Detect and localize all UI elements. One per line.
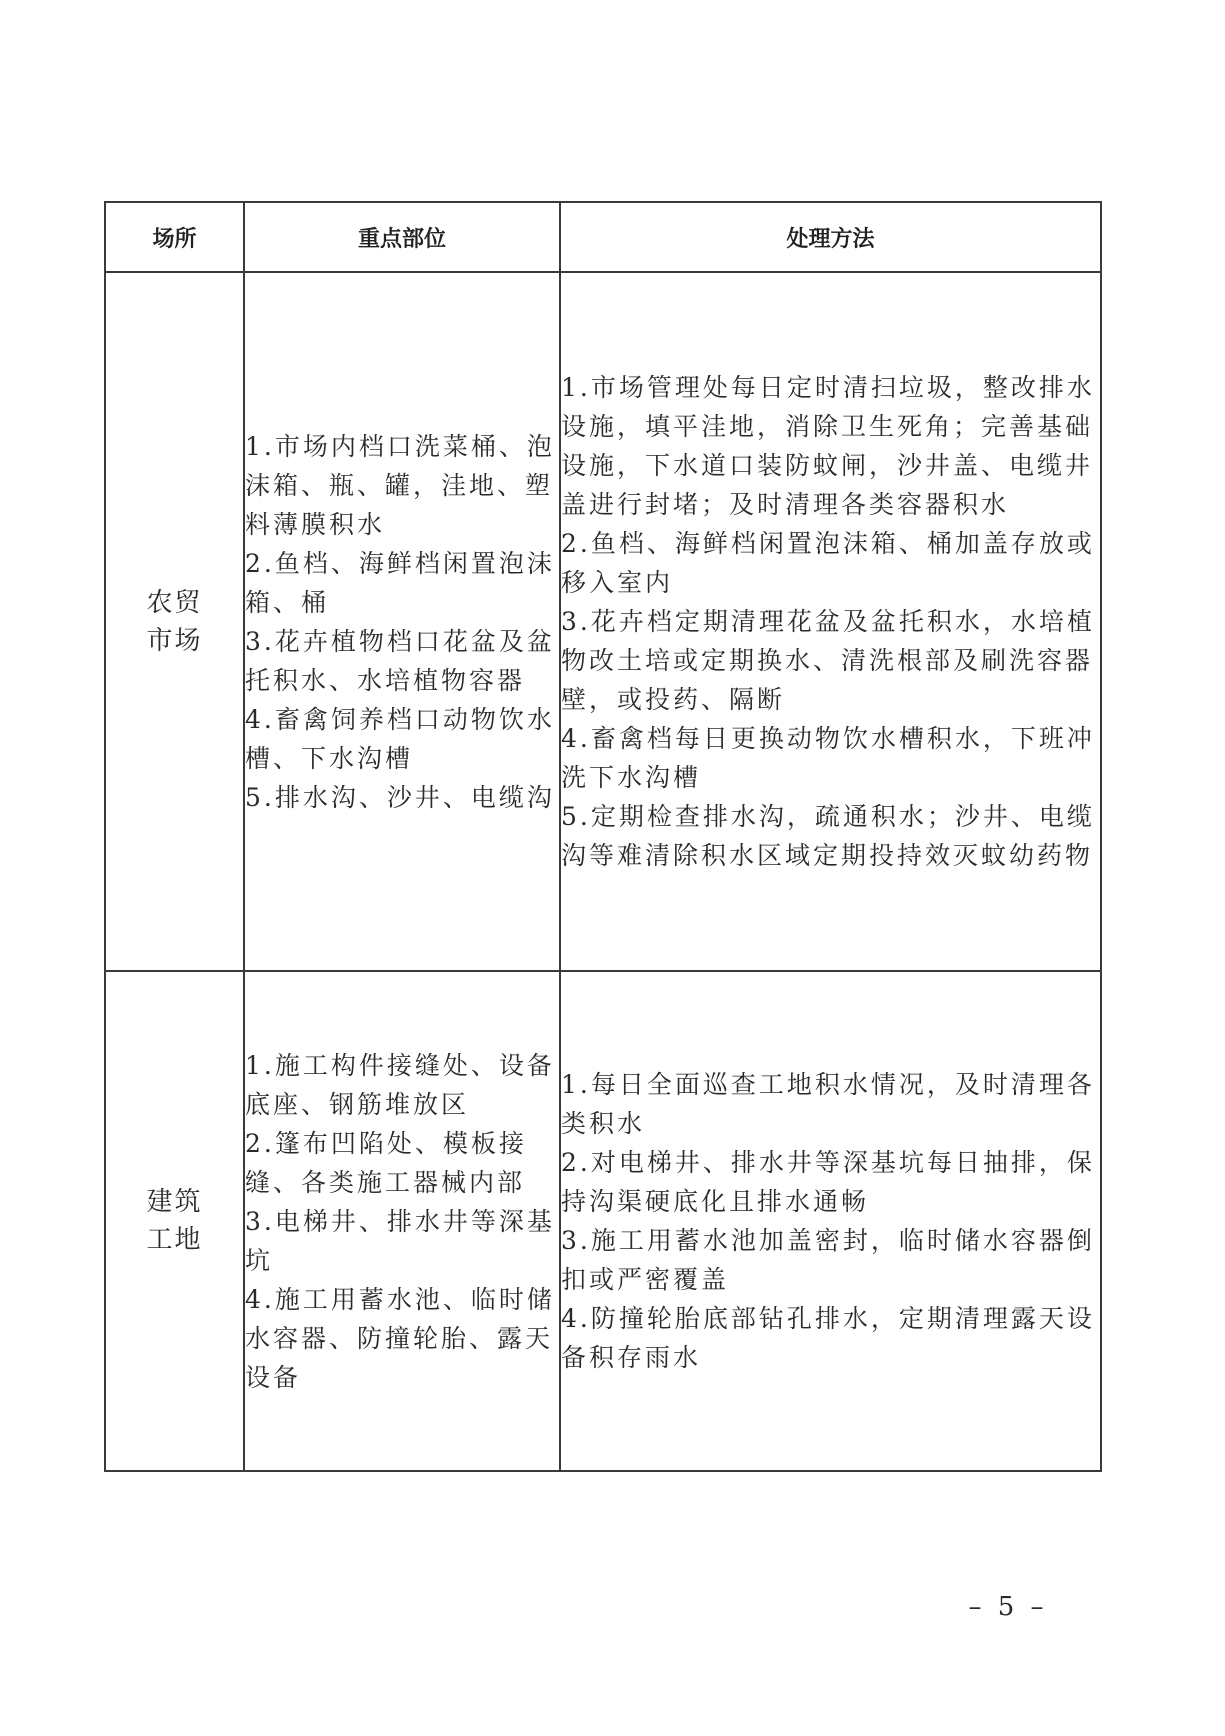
table-row: [105, 971, 1101, 1471]
place-name: [145, 584, 205, 660]
place-name-line: 市场: [146, 625, 203, 656]
methods-cell: [560, 272, 1101, 971]
place-cell: [105, 272, 244, 971]
method-item: 3.花卉档定期清理花盆及盆托积水，水培植物改土培或定期换水、清洗根部及刷洗容器壁，或投药、隔断: [561, 607, 1095, 714]
table-row: [105, 272, 1101, 971]
key-part-item: 3.电梯井、排水井等深基坑: [245, 1206, 555, 1275]
key-parts-cell: [244, 971, 560, 1471]
header-place: 场所: [105, 202, 244, 272]
key-part-item: 2.鱼档、海鲜档闲置泡沫箱、桶: [245, 548, 555, 617]
key-part-item: 4.畜禽饲养档口动物饮水槽、下水沟槽: [245, 704, 555, 773]
method-item: 5.定期检查排水沟，疏通积水；沙井、电缆沟等难清除积水区域定期投持效灭蚊幼药物: [561, 802, 1095, 870]
key-part-item: 1.施工构件接缝处、设备底座、钢筋堆放区: [245, 1050, 555, 1119]
method-item: 4.畜禽档每日更换动物饮水槽积水，下班冲洗下水沟槽: [561, 724, 1095, 792]
place-cell: [105, 971, 244, 1471]
method-item: 4.防撞轮胎底部钻孔排水，定期清理露天设备积存雨水: [561, 1304, 1095, 1372]
table-header-row: [105, 202, 1101, 272]
method-item: 2.对电梯井、排水井等深基坑每日抽排，保持沟渠硬底化且排水通畅: [561, 1148, 1095, 1216]
key-part-item: 5.排水沟、沙井、电缆沟: [245, 782, 555, 812]
method-item: 3.施工用蓄水池加盖密封，临时储水容器倒扣或严密覆盖: [561, 1226, 1095, 1294]
method-item: 1.市场管理处每日定时清扫垃圾，整改排水设施，填平洼地，消除卫生死角；完善基础设施，下水道口装防蚊闸，沙井盖、电缆井盖进行封堵；及时清理各类容器积水: [561, 373, 1095, 519]
key-part-item: 3.花卉植物档口花盆及盆托积水、水培植物容器: [245, 626, 555, 695]
method-item: 2.鱼档、海鲜档闲置泡沫箱、桶加盖存放或移入室内: [561, 529, 1095, 597]
mosquito-control-table: [104, 201, 1102, 1472]
place-name: [145, 1183, 205, 1259]
key-parts-cell: [244, 272, 560, 971]
place-name-line: 农贸: [146, 587, 203, 618]
method-item: 1.每日全面巡查工地积水情况，及时清理各类积水: [561, 1070, 1095, 1138]
header-methods: 处理方法: [560, 202, 1101, 272]
header-key-parts: 重点部位: [244, 202, 560, 272]
key-part-item: 4.施工用蓄水池、临时储水容器、防撞轮胎、露天设备: [245, 1284, 555, 1392]
page-number: – 5 –: [968, 1592, 1048, 1622]
key-part-item: 2.篷布凹陷处、模板接缝、各类施工器械内部: [245, 1128, 527, 1197]
methods-cell: [560, 971, 1101, 1471]
place-name-line: 建筑: [146, 1187, 203, 1217]
key-part-item: 1.市场内档口洗菜桶、泡沫箱、瓶、罐，洼地、塑料薄膜积水: [245, 431, 555, 539]
place-name-line: 工地: [146, 1225, 203, 1255]
